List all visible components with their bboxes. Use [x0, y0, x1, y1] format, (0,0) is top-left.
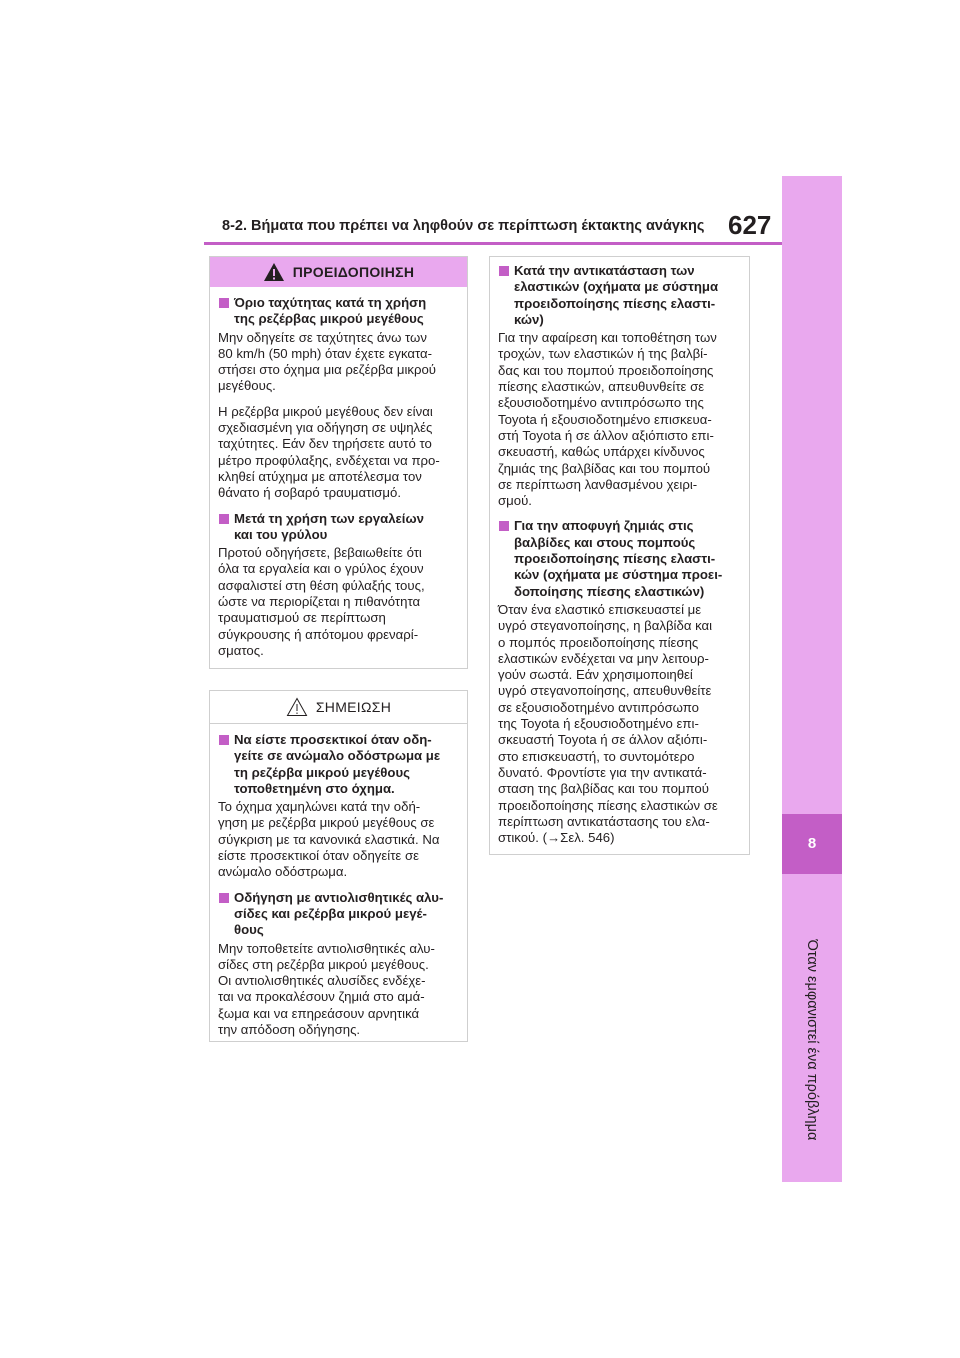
- heading-text: Κατά την αντικατάσταση των ελαστικών (οχήματα με σύστημα προειδοποίησης πίεσης ελαστι- κών): [514, 263, 719, 327]
- section-heading: [218, 511, 459, 544]
- bullet-square-icon: [219, 893, 229, 903]
- caution-triangle-icon: [286, 697, 308, 717]
- heading-text: Μετά τη χρήση των εργαλείων και του γρύλου: [234, 510, 424, 542]
- info-box: [489, 256, 750, 855]
- bullet-square-icon: [219, 514, 229, 524]
- body-text: Μην οδηγείτε σε ταχύτητες άνω των 80 km/h (50 mph) όταν έχετε εγκατα- στήσει στο όχημα μια ρεζέρβα μικρού μεγέθους.: [218, 329, 437, 394]
- section-heading: [498, 518, 741, 599]
- section-heading: [498, 263, 741, 328]
- bullet-square-icon: [219, 298, 229, 308]
- warning-title: ΠΡΟΕΙΔΟΠΟΙΗΣΗ: [292, 264, 415, 280]
- section-heading: [218, 295, 459, 328]
- note-box: [209, 690, 468, 1042]
- warning-triangle-icon: [263, 262, 285, 282]
- bullet-square-icon: [219, 735, 229, 745]
- page-number: 627: [728, 210, 772, 240]
- heading-text: Οδήγηση με αντιολισθητικές αλυ- σίδες και ρεζέρβα μικρού μεγέ- θους: [234, 889, 444, 938]
- side-chapter-title: Όταν εμφανιστεί ένα πρόβλημα: [804, 939, 820, 1141]
- body-text: Προτού οδηγήσετε, βεβαιωθείτε ότι όλα τα εργαλεία και ο γρύλος έχουν ασφαλιστεί στη θέση φύλαξής τους, ώστε να περιορίζεται η πιθανότητα τραυματισμού σε περίπτωση σύγκρουσης ή απότομου φρεναρί- σματος.: [218, 545, 425, 658]
- heading-text: Για την αποφυγή ζημιάς στις βαλβίδες και στους πομπούς προειδοποίησης πίεσης ελαστι- κών (οχήματα με σύστημα προει- δοποίησης πίεσης ελαστικών): [514, 518, 723, 599]
- header-title: 8-2. Βήματα που πρέπει να ληφθούν σε περίπτωση έκτακτης ανάγκης: [222, 218, 705, 234]
- bullet-square-icon: [499, 266, 509, 276]
- body-text: Για την αφαίρεση και τοποθέτηση των τροχών, των ελαστικών ή της βαλβί- δας και του πομπού προειδοποίησης πίεσης ελαστικών, απευθυνθείτε σε εξουσιοδοτημένο αντιπρόσωπο της Toyota ή εξουσιοδοτημένο επισκευα- στή Toyota ή σε άλλον αξιόπιστο επι- σκευαστή, καθώς υπάρχει κίνδυνος ζημιάς της βαλβίδας και του πομπού σε περίπτωση λανθασμένου χειρι- σμού.: [498, 330, 717, 509]
- note-header: [210, 691, 467, 724]
- section-heading: [218, 890, 459, 939]
- body-text: Η ρεζέρβα μικρού μεγέθους δεν είναι σχεδιασμένη για οδήγηση σε υψηλές ταχύτητες. Εάν δεν τηρήσετε αυτό το μέτρο προφύλαξης, ενδέχεται να προ- κληθεί ατύχημα με αποτέλεσμα τον θάνατο ή σοβαρό τραυματισμό.: [218, 403, 440, 501]
- heading-text: Όριο ταχύτητας κατά τη χρήση της ρεζέρβας μικρού μεγέθους: [234, 295, 427, 327]
- warning-header: [210, 257, 467, 287]
- section-heading: [218, 732, 459, 797]
- note-title: ΣΗΜΕΙΩΣΗ: [315, 699, 392, 715]
- body-text: Όταν ένα ελαστικό επισκευαστεί με υγρό στεγανοποίησης, η βαλβίδα και ο πομπός προειδοποίησης πίεσης ελαστικών ενδέχεται να μην λειτουρ- γούν σωστά. Εάν χρησιμοποιηθεί υγρό στεγανοποίησης, απευθυνθείτε σε εξουσιοδοτημένο αντιπρόσωπο της Toyota ή εξουσιοδοτημένο επι- σκευαστή Toyota ή σε άλλον αξιόπι- στο επισκευαστή, το συντομότερο δυνατό. Φροντίστε για την αντικατά- σταση της βαλβίδας και του πομπού προειδοποίησης πίεσης ελαστικών σε περίπτωση αντικατάστασης του ελα- στικού. (→Σελ. 546): [498, 601, 718, 846]
- heading-text: Να είστε προσεκτικοί όταν οδη- γείτε σε ανώμαλο οδόστρωμα με τη ρεζέρβα μικρού μεγέθους τοποθετημένη στο όχημα.: [234, 732, 441, 796]
- body-text: Το όχημα χαμηλώνει κατά την οδή- γηση με ρεζέρβα μικρού μεγέθους σε σύγκριση με τα κανονικά ελαστικά. Να είστε προσεκτικοί όταν οδηγείτε σε ανώμαλο οδόστρωμα.: [218, 799, 440, 880]
- header-rule: [204, 242, 782, 245]
- side-chapter-number: 8: [782, 814, 842, 874]
- body-text: Μην τοποθετείτε αντιολισθητικές αλυ- σίδες στη ρεζέρβα μικρού μεγέθους. Οι αντιολισθητικές αλυσίδες ενδέχε- ται να προκαλέσουν ζημιά στο αμά- ξωμα και να επηρεάσουν αρνητικά την απόδοση οδήγησης.: [218, 940, 435, 1038]
- bullet-square-icon: [499, 521, 509, 531]
- warning-box: [209, 256, 468, 669]
